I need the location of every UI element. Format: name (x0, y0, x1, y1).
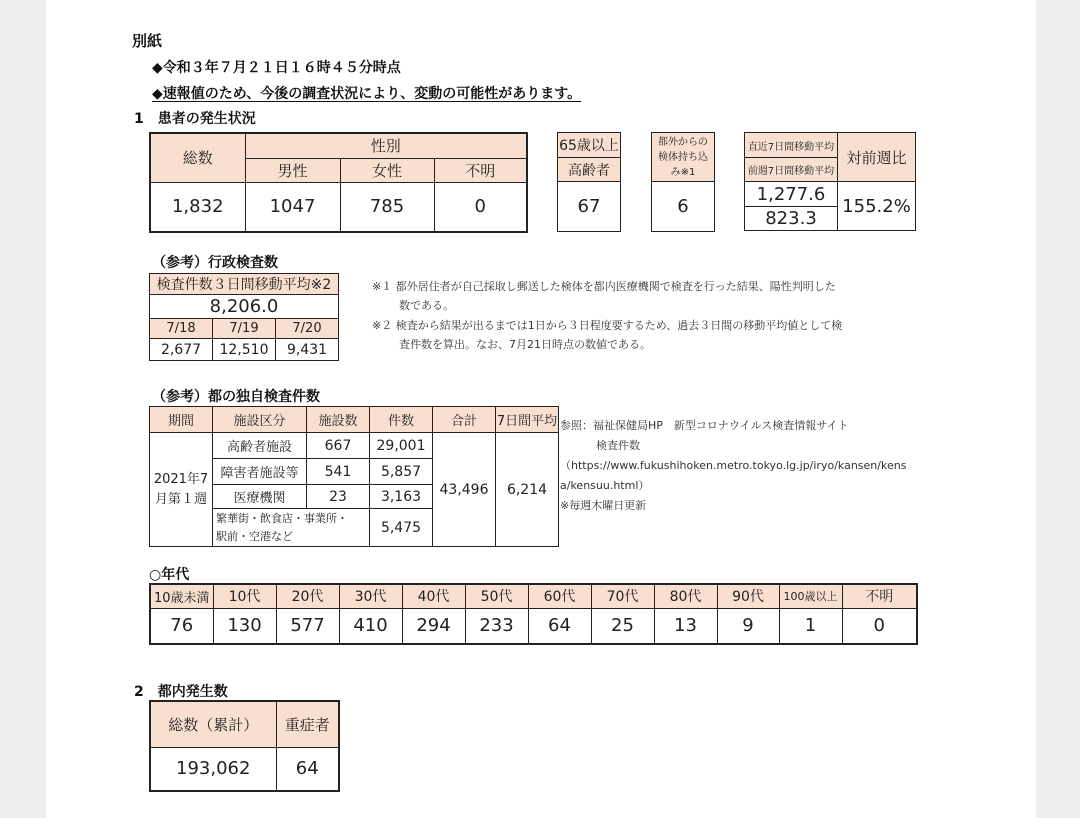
age-value: 25 (591, 608, 654, 644)
admin-count: 2,677 (150, 339, 213, 361)
unknown-value: 0 (434, 182, 527, 232)
age-label: 80代 (654, 584, 717, 608)
age-label: 不明 (842, 584, 917, 608)
age-value: 233 (465, 608, 528, 644)
age-label: 10代 (213, 584, 276, 608)
footnote-1-line1: ※１ 都外居住者が自己採取し郵送した検体を都内医療機関で検査を行った結果、陽性判明した (372, 280, 836, 293)
own-header-total: 合計 (433, 407, 496, 433)
age-value: 64 (528, 608, 591, 644)
own-tests-table (149, 406, 559, 547)
age-value: 410 (339, 608, 402, 644)
own-header-facilities: 施設数 (307, 407, 370, 433)
male-value: 1047 (245, 182, 340, 232)
age-value: 13 (654, 608, 717, 644)
age-value: 76 (150, 608, 213, 644)
own-total: 43,496 (433, 433, 496, 547)
age-value: 1 (779, 608, 842, 644)
male-header: 男性 (245, 158, 340, 182)
reference-line1: 参照：福祉保健局HP 新型コロナウイルス検査情報サイト (560, 419, 849, 432)
own-avg7: 6,214 (496, 433, 559, 547)
admin-date: 7/20 (276, 319, 339, 339)
age-value: 0 (842, 608, 917, 644)
patient-status-table (149, 132, 528, 233)
age-label: 20代 (276, 584, 339, 608)
own-category: 高齢者施設 (213, 433, 307, 459)
unknown-header: 不明 (434, 158, 527, 182)
recent-avg-header: 直近7日間移動平均 (745, 133, 838, 158)
outside-label2: 検体持ち込 (658, 151, 708, 163)
reference-note (560, 416, 906, 516)
prev-avg-header: 前週7日間移動平均 (745, 158, 838, 182)
ratio-header: 対前週比 (838, 133, 916, 182)
outside-header (652, 133, 715, 182)
own-count: 29,001 (370, 433, 433, 459)
cumulative-table (149, 700, 340, 792)
age-label: 70代 (591, 584, 654, 608)
elderly-table (557, 132, 621, 232)
prev-avg-value: 823.3 (745, 207, 838, 231)
severe-header: 重症者 (276, 701, 339, 747)
admin-count: 12,510 (213, 339, 276, 361)
admin-tests-heading: （参考）行政検査数 (152, 255, 278, 271)
total-value: 1,832 (150, 182, 245, 232)
page-title: 別紙 (132, 32, 163, 50)
footnote-2-line2: 査件数を算出。なお、7月21日時点の数値である。 (399, 338, 651, 351)
own-count: 3,163 (370, 485, 433, 509)
elderly-label2: 高齢者 (558, 158, 621, 182)
section1-heading: 1 患者の発生状況 (134, 111, 256, 127)
reference-line5: ※毎週木曜日更新 (560, 499, 647, 512)
outside-value: 6 (652, 182, 715, 232)
age-label: 10歳未満 (150, 584, 213, 608)
timestamp-text: ◆令和３年７月２１日１６時４５分時点 (152, 60, 401, 76)
age-value: 130 (213, 608, 276, 644)
own-header-period: 期間 (150, 407, 213, 433)
reference-line2: 検査件数 (596, 439, 640, 452)
footnote-1-line2: 数である。 (399, 299, 454, 312)
moving-average-table (744, 132, 916, 231)
outside-table (651, 132, 715, 232)
own-header-avg7: 7日間平均 (496, 407, 559, 433)
cumulative-total-header: 総数（累計） (150, 701, 276, 747)
recent-avg-value: 1,277.6 (745, 182, 838, 207)
admin-date: 7/19 (213, 319, 276, 339)
section2-heading: 2 都内発生数 (134, 684, 228, 700)
own-count: 5,475 (370, 509, 433, 547)
own-category: 障害者施設等 (213, 459, 307, 485)
severe-value: 64 (276, 747, 339, 791)
age-label: 90代 (717, 584, 779, 608)
reference-line4: a/kensuu.html） (560, 479, 650, 492)
female-value: 785 (340, 182, 434, 232)
own-facilities: 667 (307, 433, 370, 459)
age-value: 9 (717, 608, 779, 644)
own-period-line1: 2021年7 (153, 471, 209, 487)
own-category-last (213, 509, 370, 547)
total-header: 総数 (150, 133, 245, 182)
age-label: 40代 (402, 584, 465, 608)
outside-label1: 都外からの (658, 136, 708, 148)
own-facilities: 23 (307, 485, 370, 509)
elderly-value: 67 (558, 182, 621, 232)
own-header-count: 件数 (370, 407, 433, 433)
age-value: 577 (276, 608, 339, 644)
cumulative-total-value: 193,062 (150, 747, 276, 791)
footnote-2 (372, 316, 842, 354)
own-facilities: 541 (307, 459, 370, 485)
own-header-category: 施設区分 (213, 407, 307, 433)
admin-tests-table (149, 273, 339, 361)
own-category-last-line2: 駅前・空港など (216, 529, 293, 543)
female-header: 女性 (340, 158, 434, 182)
own-tests-heading: （参考）都の独自検査件数 (152, 389, 320, 405)
ratio-value: 155.2% (838, 182, 916, 231)
age-table (149, 583, 918, 645)
own-count: 5,857 (370, 459, 433, 485)
age-label: 60代 (528, 584, 591, 608)
age-label: 100歳以上 (779, 584, 842, 608)
admin-date: 7/18 (150, 319, 213, 339)
elderly-label1: 65歳以上 (558, 133, 621, 158)
footnote-2-line1: ※２ 検査から結果が出るまでは1日から３日程度要するため、過去３日間の移動平均値として検 (372, 319, 843, 332)
admin-avg-value: 8,206.0 (150, 295, 339, 319)
sex-header: 性別 (245, 133, 527, 158)
admin-avg-header: 検査件数３日間移動平均※2 (150, 274, 339, 295)
age-value: 294 (402, 608, 465, 644)
footnote-1 (372, 277, 836, 315)
own-period-line2: 月第１週 (154, 491, 207, 507)
disclaimer-text: ◆速報値のため、今後の調査状況により、変動の可能性があります。 (152, 86, 582, 102)
age-heading: ○年代 (149, 567, 190, 583)
age-label: 50代 (465, 584, 528, 608)
own-period (150, 433, 213, 547)
reference-line3: （https://www.fukushihoken.metro.tokyo.lg.jp/iryo/kansen/kens (560, 459, 907, 472)
outside-label3: み※1 (670, 166, 696, 178)
age-label: 30代 (339, 584, 402, 608)
admin-count: 9,431 (276, 339, 339, 361)
own-category-last-line1: 繁華街・飲食店・事業所・ (216, 511, 348, 525)
own-category: 医療機関 (213, 485, 307, 509)
document-page (46, 0, 1036, 818)
